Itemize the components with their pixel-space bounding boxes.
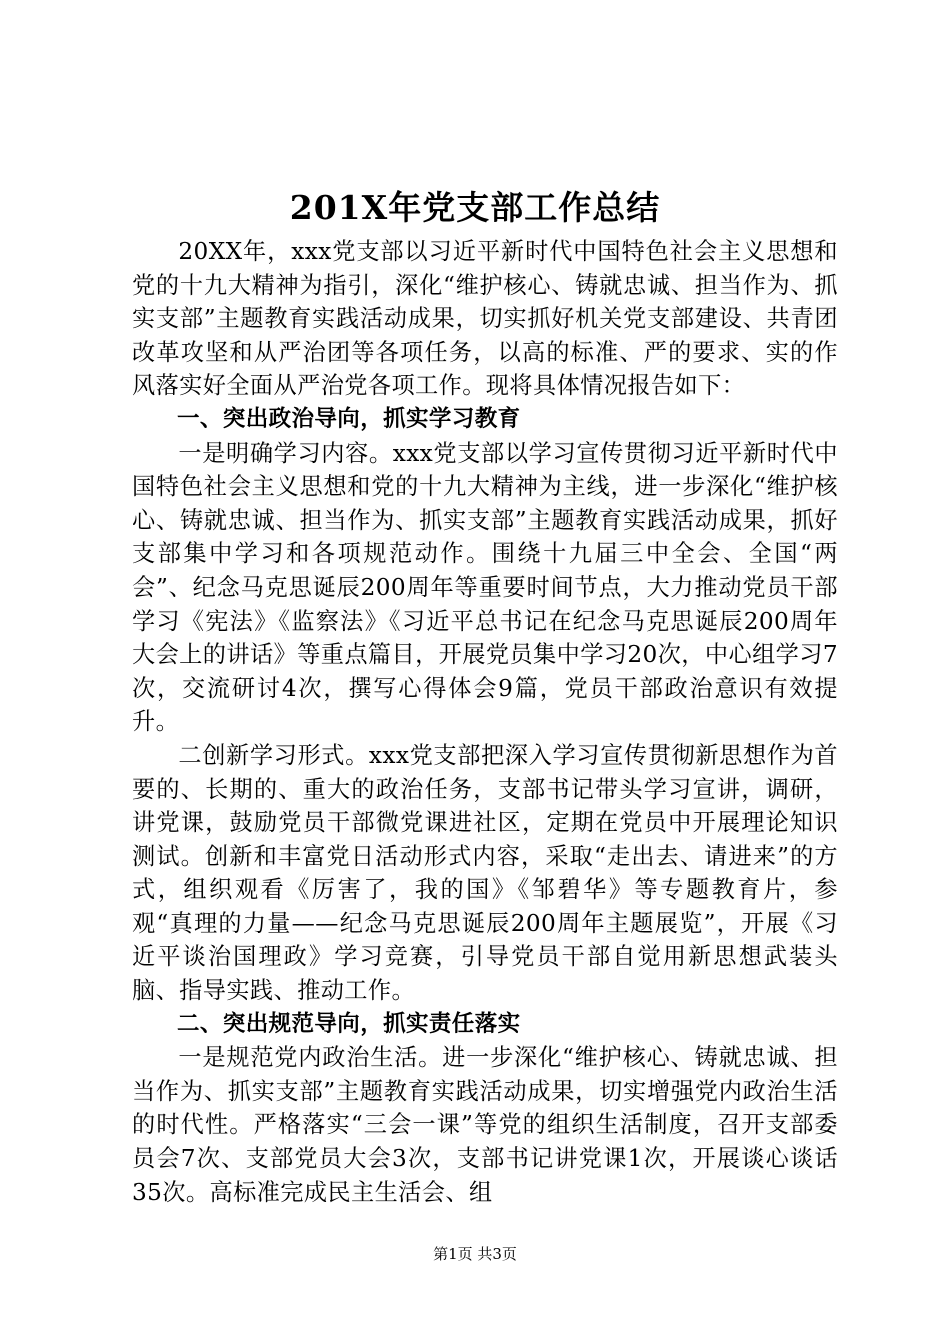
section1-paragraph-2: 二创新学习形式。xxx党支部把深入学习宣传贯彻新思想作为首要的、长期的、重大的政治任务，支部书记带头学习宣讲，调研，讲党课，鼓励党员干部微党课进社区，定期在党员中开展理论知识测试。创新和丰富党日活动形式内容，采取“走出去、请进来”的方式，组织观看《厉害了，我的国》《邹碧华》等专题教育片，参观“真理的力量——纪念马克思诞辰200周年主题展览”，开展《习近平谈治国理政》学习竞赛，引导党员干部自觉用新思想武装头脑、指导实践、推动工作。 (132, 741, 838, 1005)
document-title: 201X年党支部工作总结 (289, 188, 661, 227)
document-body (132, 235, 838, 1209)
section2-paragraph-1: 一是规范党内政治生活。进一步深化“维护核心、铸就忠诚、担当作为、抓实支部”主题教育实践活动成果，切实增强党内政治生活的时代性。严格落实“三会一课”等党的组织生活制度，召开支部委员会7次、支部党员大会3次，支部书记讲党课1次，开展谈心谈话35次。高标准完成民主生活会、组 (132, 1044, 838, 1206)
page-footer: 第1页 共3页 (433, 1245, 517, 1263)
section-heading-2: 二、突出规范导向，抓实责任落实 (177, 1010, 521, 1037)
section1-paragraph-1: 一是明确学习内容。xxx党支部以学习宣传贯彻习近平新时代中国特色社会主义思想和党的十九大精神为主线，进一步深化“维护核心、铸就忠诚、担当作为、抓实支部”主题教育实践活动成果，抓好支部集中学习和各项规范动作。围绕十九届三中全会、全国“两会”、纪念马克思诞辰200周年等重要时间节点，大力推动党员干部学习《宪法》《监察法》《习近平总书记在纪念马克思诞辰200周年大会上的讲话》等重点篇目，开展党员集中学习20次，中心组学习7次，交流研讨4次，撰写心得体会9篇，党员干部政治意识有效提升。 (132, 439, 838, 736)
section-heading-1: 一、突出政治导向，抓实学习教育 (177, 405, 521, 432)
intro-paragraph: 20XX年，xxx党支部以习近平新时代中国特色社会主义思想和党的十九大精神为指引，深化“维护核心、铸就忠诚、担当作为、抓实支部”主题教育实践活动成果，切实抓好机关党支部建设、共青团改革攻坚和从严治团等各项任务，以高的标准、严的要求、实的作风落实好全面从严治党各项工作。现将具体情况报告如下： (132, 238, 838, 400)
